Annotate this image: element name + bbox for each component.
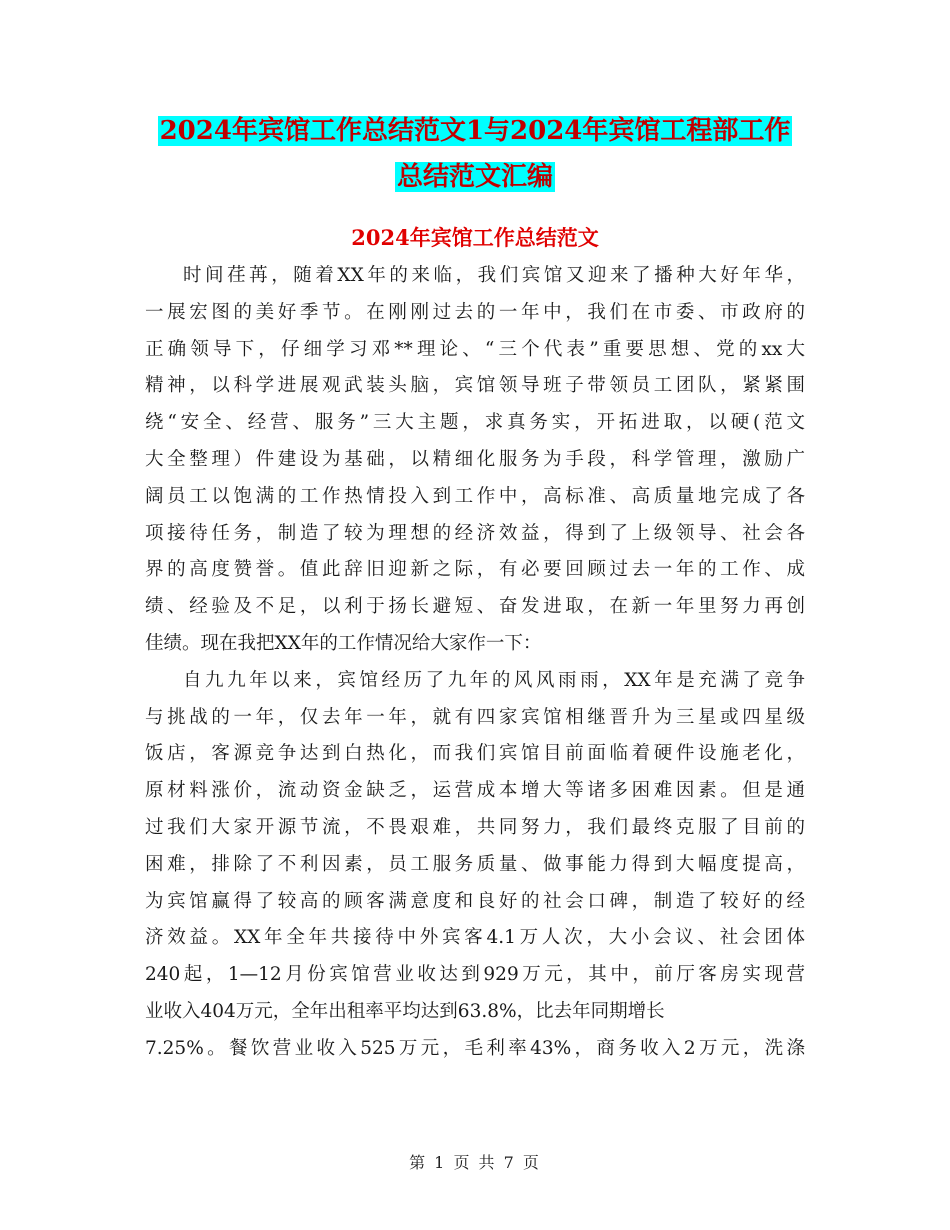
text-line: 正确领导下，仔细学习邓**理论、“三个代表”重要思想、党的xx大 — [145, 338, 805, 360]
text-line: 界的高度赞誉。值此辞旧迎新之际，有必要回顾过去一年的工作、成 — [145, 559, 805, 581]
page-footer: 第 1 页 共 7 页 — [409, 1153, 541, 1172]
document-title-line-1 — [0, 108, 950, 154]
text-line: 饭店，客源竞争达到白热化，而我们宾馆目前面临着硬件设施老化， — [145, 743, 805, 765]
text-line: 240起，1—12月份宾馆营业收达到929万元，其中，前厅客房实现营 — [145, 964, 805, 986]
text-line: 精神，以科学进展观武装头脑，宾馆领导班子带领员工团队，紧紧围 — [145, 375, 805, 397]
document-title-text-1: 2024年宾馆工作总结范文1与2024年宾馆工程部工作 — [159, 116, 791, 146]
body-text — [145, 258, 805, 1068]
text-line: 大全整理）件建设为基础，以精细化服务为手段，科学管理，激励广 — [145, 448, 805, 470]
text-line: 时间荏苒，随着XX年的来临，我们宾馆又迎来了播种大好年华， — [183, 265, 805, 286]
text-line: 绕“安全、经营、服务”三大主题，求真务实，开拓进取，以硬(范文 — [145, 412, 805, 434]
document-title-text-2: 总结范文汇编 — [396, 162, 553, 192]
text-line: 佳绩。现在我把XX年的工作情况给大家作一下： — [145, 632, 542, 654]
text-line: 与挑战的一年，仅去年一年，就有四家宾馆相继晋升为三星或四星级 — [145, 706, 805, 728]
text-line: 业收入404万元，全年出租率平均达到63.8%，比去年同期增长 — [145, 1000, 665, 1022]
text-line: 自九九年以来，宾馆经历了九年的风风雨雨，XX年是充满了竞争 — [183, 669, 805, 691]
text-line: 济效益。XX年全年共接待中外宾客4.1万人次，大小会议、社会团体 — [145, 927, 805, 949]
text-line: 绩、经验及不足，以利于扬长避短、奋发进取，在新一年里努力再创 — [145, 596, 805, 618]
text-line: 7.25%。餐饮营业收入525万元，毛利率43%，商务收入2万元，洗涤 — [145, 1037, 805, 1059]
text-line: 一展宏图的美好季节。在刚刚过去的一年中，我们在市委、市政府的 — [145, 301, 805, 323]
document-title-line-2 — [0, 154, 950, 200]
text-line: 过我们大家开源节流，不畏艰难，共同努力，我们最终克服了目前的 — [145, 816, 805, 838]
section-heading: 2024年宾馆工作总结范文 — [351, 225, 599, 250]
text-line: 困难，排除了不利因素，员工服务质量、做事能力得到大幅度提高， — [145, 853, 805, 875]
text-line: 项接待任务，制造了较为理想的经济效益，得到了上级领导、社会各 — [145, 522, 805, 544]
text-line: 阔员工以饱满的工作热情投入到工作中，高标准、高质量地完成了各 — [145, 485, 805, 507]
text-line: 为宾馆赢得了较高的顾客满意度和良好的社会口碑，制造了较好的经 — [145, 890, 805, 912]
text-line: 原材料涨价，流动资金缺乏，运营成本增大等诸多困难因素。但是通 — [145, 780, 805, 802]
